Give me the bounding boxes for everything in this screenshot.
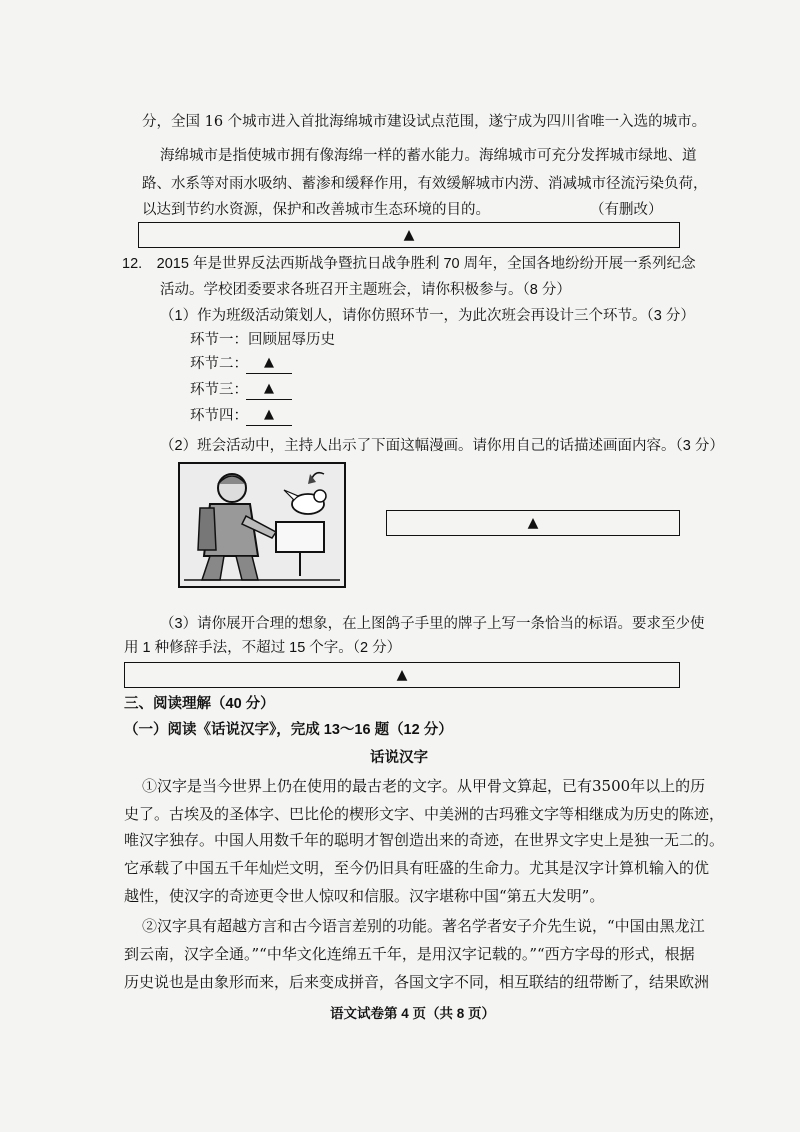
answer-marker-icon: ▲	[527, 515, 539, 531]
step-3-label: 环节三：	[190, 382, 248, 398]
step-3-blank[interactable]	[246, 379, 292, 400]
step-4-label: 环节四：	[190, 408, 248, 424]
passage-line-4: 以达到节约水资源，保护和改善城市生态环境的目的。	[142, 202, 490, 218]
q12-sub3-line-1: （3）请你展开合理的想象，在上图鸽子手里的牌子上写一条恰当的标语。要求至少使	[160, 616, 705, 632]
passage-line-3: 路、水系等对雨水吸纳、蓄渗和缓释作用，有效缓解城市内涝、消减城市径流污染负荷，	[142, 176, 708, 192]
step-2-label: 环节二：	[190, 356, 248, 372]
para1-line-4: 它承载了中国五千年灿烂文明，至今仍旧具有旺盛的生命力。尤其是汉字计算机输入的优	[124, 859, 710, 877]
para2-line-2: 到云南，汉字全通。”“中华文化连绵五千年，是用汉字记载的。”“西方字母的形式，根据	[124, 945, 695, 963]
para2-line-3: 历史说也是由象形而来，后来变成拼音，各国文字不同，相互联结的纽带断了，结果欧洲	[124, 973, 710, 991]
para1-line-2: 史了。古埃及的圣体字、巴比伦的楔形文字、中美洲的古玛雅文字等相继成为历史的陈迹，	[124, 805, 725, 823]
soldier-dove-cartoon-icon	[180, 464, 344, 586]
answer-marker-icon: ▲	[396, 667, 408, 683]
answer-box-12-2[interactable]	[386, 510, 680, 536]
answer-marker-icon: ▲	[264, 355, 274, 370]
q12-sub2: （2）班会活动中，主持人出示了下面这幅漫画。请你用自己的话描述画面内容。（3 分）	[160, 438, 724, 454]
article-title: 话说汉字	[370, 750, 428, 766]
q12-sub3-line-2: 用 1 种修辞手法，不超过 15 个字。（2 分）	[124, 640, 402, 656]
step-2-blank[interactable]	[246, 353, 292, 374]
page-footer: 语文试卷第 4 页（共 8 页）	[330, 1006, 496, 1021]
answer-box-11[interactable]	[138, 222, 680, 248]
source-note: （有删改）	[590, 202, 663, 218]
section3-part1: （一）阅读《话说汉字》，完成 13～16 题（12 分）	[124, 722, 453, 738]
passage-line-2: 海绵城市是指使城市拥有像海绵一样的蓄水能力。海绵城市可充分发挥城市绿地、道	[160, 148, 697, 164]
para1-line-5: 越性，使汉字的奇迹更令世人惊叹和信服。汉字堪称中国“第五大发明”。	[124, 887, 605, 905]
step-4-blank[interactable]	[246, 405, 292, 426]
answer-marker-icon: ▲	[264, 407, 274, 422]
passage-line-1: 分，全国 16 个城市进入首批海绵城市建设试点范围，遂宁成为四川省唯一入选的城市。	[142, 114, 707, 130]
cartoon-image	[178, 462, 346, 588]
section3-heading: 三、阅读理解（40 分）	[124, 696, 275, 712]
step-1: 环节一：回顾屈辱历史	[190, 332, 335, 348]
answer-marker-icon: ▲	[264, 381, 274, 396]
para1-line-3: 唯汉字独存。中国人用数千年的聪明才智创造出来的奇迹，在世界文字史上是独一无二的。	[124, 831, 725, 849]
q12-line-2: 活动。学校团委要求各班召开主题班会，请你积极参与。（8 分）	[160, 282, 571, 298]
q12-line-1: 12. 2015 年是世界反法西斯战争暨抗日战争胜利 70 周年，全国各地纷纷开展一系列纪念	[122, 256, 696, 272]
q12-sub1: （1）作为班级活动策划人，请你仿照环节一，为此次班会再设计三个环节。（3 分）	[160, 308, 695, 324]
answer-box-12-3[interactable]	[124, 662, 680, 688]
para1-line-1: ①汉字是当今世界上仍在使用的最古老的文字。从甲骨文算起，已有3500年以上的历	[142, 777, 706, 795]
answer-marker-icon: ▲	[403, 227, 415, 243]
para2-line-1: ②汉字具有超越方言和古今语言差别的功能。著名学者安子介先生说，“中国由黑龙江	[142, 917, 705, 935]
